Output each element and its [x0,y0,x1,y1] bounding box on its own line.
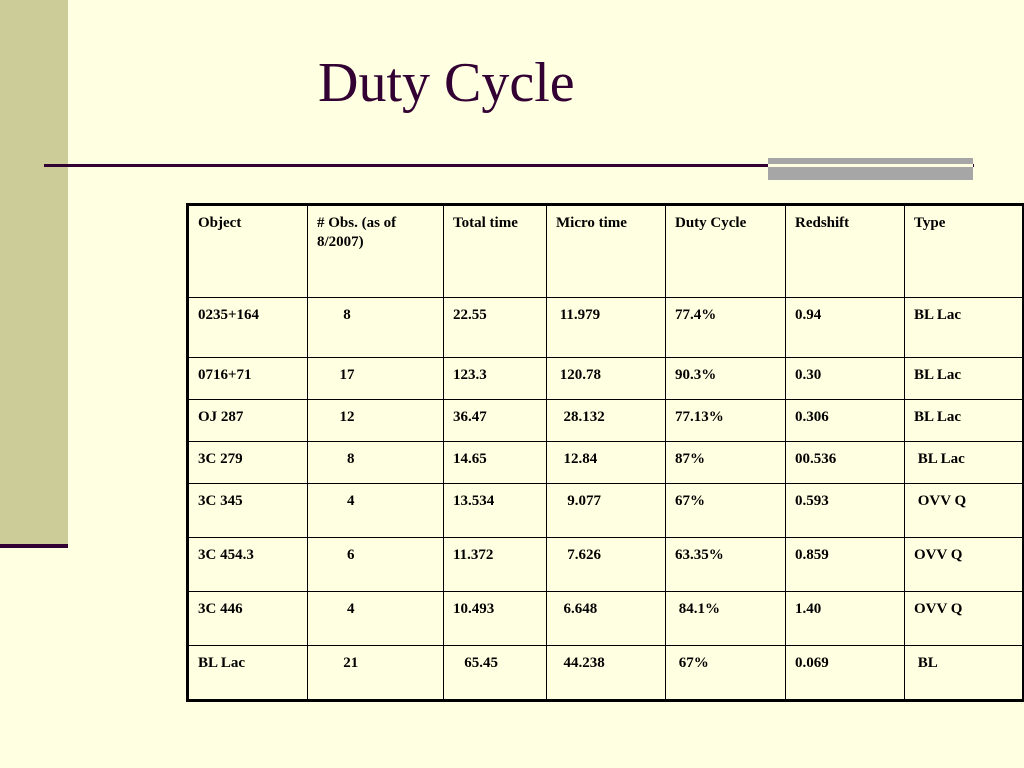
cell-object: 3C 279 [188,442,308,484]
duty-cycle-table [186,203,1024,702]
cell-type: OVV Q [905,538,1024,592]
table-header-row [188,205,1024,298]
cell-type: BL [905,646,1024,701]
header-cell-object: Object [188,205,308,298]
cell-redshift: 0.30 [786,358,905,400]
cell-obs: 8 [308,298,444,358]
cell-obs: 4 [308,484,444,538]
cell-type: BL Lac [905,400,1024,442]
slide-title: Duty Cycle [318,52,575,114]
cell-micro-time: 7.626 [547,538,666,592]
cell-type: OVV Q [905,592,1024,646]
cell-micro-time: 11.979 [547,298,666,358]
cell-obs: 8 [308,442,444,484]
cell-total-time: 36.47 [444,400,547,442]
cell-duty-cycle: 77.13% [666,400,786,442]
table-row [188,592,1024,646]
cell-duty-cycle: 87% [666,442,786,484]
cell-micro-time: 12.84 [547,442,666,484]
cell-obs: 21 [308,646,444,701]
table-row [188,484,1024,538]
header-cell-micro-time: Micro time [547,205,666,298]
cell-type: OVV Q [905,484,1024,538]
cell-object: 3C 446 [188,592,308,646]
cell-redshift: 0.069 [786,646,905,701]
cell-micro-time: 6.648 [547,592,666,646]
cell-obs: 4 [308,592,444,646]
cell-total-time: 10.493 [444,592,547,646]
cell-total-time: 123.3 [444,358,547,400]
cell-total-time: 11.372 [444,538,547,592]
cell-object: 0716+71 [188,358,308,400]
cell-object: 3C 454.3 [188,538,308,592]
cell-redshift: 1.40 [786,592,905,646]
cell-object: BL Lac [188,646,308,701]
cell-total-time: 14.65 [444,442,547,484]
table-row [188,646,1024,701]
cell-total-time: 22.55 [444,298,547,358]
cell-object: 0235+164 [188,298,308,358]
cell-type: BL Lac [905,358,1024,400]
cell-duty-cycle: 77.4% [666,298,786,358]
table-row [188,538,1024,592]
cell-total-time: 13.534 [444,484,547,538]
header-cell-obs: # Obs. (as of 8/2007) [308,205,444,298]
cell-redshift: 0.859 [786,538,905,592]
cell-type: BL Lac [905,298,1024,358]
cell-micro-time: 44.238 [547,646,666,701]
cell-micro-time: 9.077 [547,484,666,538]
cell-total-time: 65.45 [444,646,547,701]
cell-micro-time: 28.132 [547,400,666,442]
cell-redshift: 00.536 [786,442,905,484]
cell-duty-cycle: 67% [666,646,786,701]
duty-cycle-table-container [186,203,1022,700]
header-cell-redshift: Redshift [786,205,905,298]
title-divider-accent [768,158,973,180]
cell-redshift: 0.593 [786,484,905,538]
cell-obs: 17 [308,358,444,400]
cell-obs: 6 [308,538,444,592]
cell-duty-cycle: 67% [666,484,786,538]
cell-micro-time: 120.78 [547,358,666,400]
cell-object: OJ 287 [188,400,308,442]
cell-redshift: 0.306 [786,400,905,442]
cell-type: BL Lac [905,442,1024,484]
cell-redshift: 0.94 [786,298,905,358]
side-bar-underline [0,544,68,548]
cell-duty-cycle: 84.1% [666,592,786,646]
cell-duty-cycle: 63.35% [666,538,786,592]
header-cell-total-time: Total time [444,205,547,298]
cell-duty-cycle: 90.3% [666,358,786,400]
cell-obs: 12 [308,400,444,442]
table-row [188,358,1024,400]
header-cell-type: Type [905,205,1024,298]
header-cell-duty-cycle: Duty Cycle [666,205,786,298]
side-bar-decoration [0,0,68,544]
cell-object: 3C 345 [188,484,308,538]
table-row [188,400,1024,442]
table-row [188,298,1024,358]
table-row [188,442,1024,484]
